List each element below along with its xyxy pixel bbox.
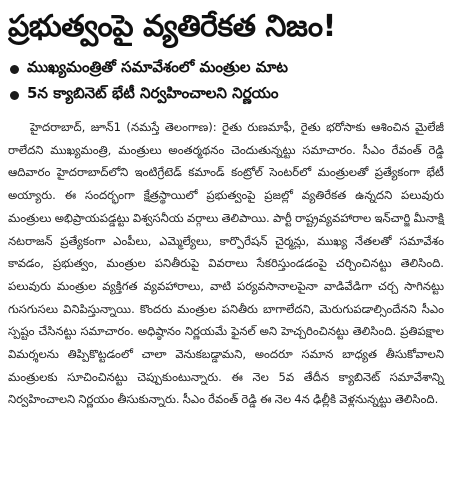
article-body-text: రైతు రుణమాఫీ, రైతు భరోసాకు ఆశించిన మైలేజీ రాలేదని ముఖ్యమంత్రి, మంత్రులు అంతర్మథనం చెందుతున్నట్టు సమాచారం. సీఎం రేవంత్ రెడ్డి ఆదివారం హైదరాబాద్‌లోని ఇంటిగ్రేటెడ్ కమాండ్ కంట్రోల్ సెంటర్‌లో మంత్రులతో ప్రత్యేకంగా భేటీ అయ్యారు. ఈ సందర్భంగా క్షేత్రస్థాయిలో ప్రభుత్వంపై ప్రజల్లో వ్యతిరేకత ఉన్నదని పలువురు మంత్రులు అభిప్రాయపడ్డట్టు విశ్వసనీయ వర్గాలు తెలిపాయి. పార్టీ రాష్ట్రవ్యవహారాల ఇన్‌చార్జి మీనాక్షి నటరాజన్ ప్రత్యేకంగా ఎంపీలు, ఎమ్మెల్యేలు, కార్పొరేషన్ చైర్మన్లు, ముఖ్య నేతలతో సమావేశం కావడం, ప్రభుత్వం, మంత్రుల పనితీరుపై వివరాలు సేకరిస్తుండడంపై చర్చించినట్టు తెలిసింది. పలువురు మంత్రుల వ్యక్తిగత వ్యవహారాలు, వాటి పర్యవసానాలపైనా వాడివేడిగా చర్చ సాగినట్టు గుసగుసలు వినిపిస్తున్నాయి. కొందరు మంత్రుల పనితీరు బాగాలేదని, మెరుగుపడాల్సిందేనని సీఎం స్పష్టం చేసినట్టు సమాచారం. అధిష్ఠానం నిర్ణయమే ఫైనల్ అని హెచ్చరించినట్టు తెలిసింది. ప్రతిపక్షాల విమర్శలను తిప్పికొట్టడంలో చాలా వెనుకబడ్డామని, అందరూ సమాన బాధ్యత తీసుకోవాలని మంత్రులకు సూచించినట్టు చెప్పుకుంటున్నారు. ఈ నెల 5వ తేదీన క్యాబినెట్ సమావేశాన్ని నిర్వహించాలని నిర్ణయం తీసుకున్నారు. సీఎం రేవంత్ రెడ్డి ఈ నెల 4న ఢిల్లీకి వెళ్లనున్నట్టు తెలిసింది. [8, 120, 444, 407]
bullet-icon [10, 91, 19, 100]
headline: ప్రభుత్వంపై వ్యతిరేకత నిజం! [8, 9, 336, 44]
article-body [8, 116, 444, 411]
bullet-icon [10, 65, 19, 74]
subhead-text: 5న క్యాబినెట్ భేటీ నిర్వహించాలని నిర్ణయం [27, 84, 279, 102]
dateline: హైదరాబాద్, జూన్1 (నమస్తే తెలంగాణ): [30, 120, 217, 134]
subhead-item [8, 56, 444, 82]
subhead-item [8, 82, 444, 108]
subhead-list [8, 56, 444, 108]
subhead-text: ముఖ్యమంత్రితో సమావేశంలో మంత్రుల మాట [27, 58, 289, 76]
